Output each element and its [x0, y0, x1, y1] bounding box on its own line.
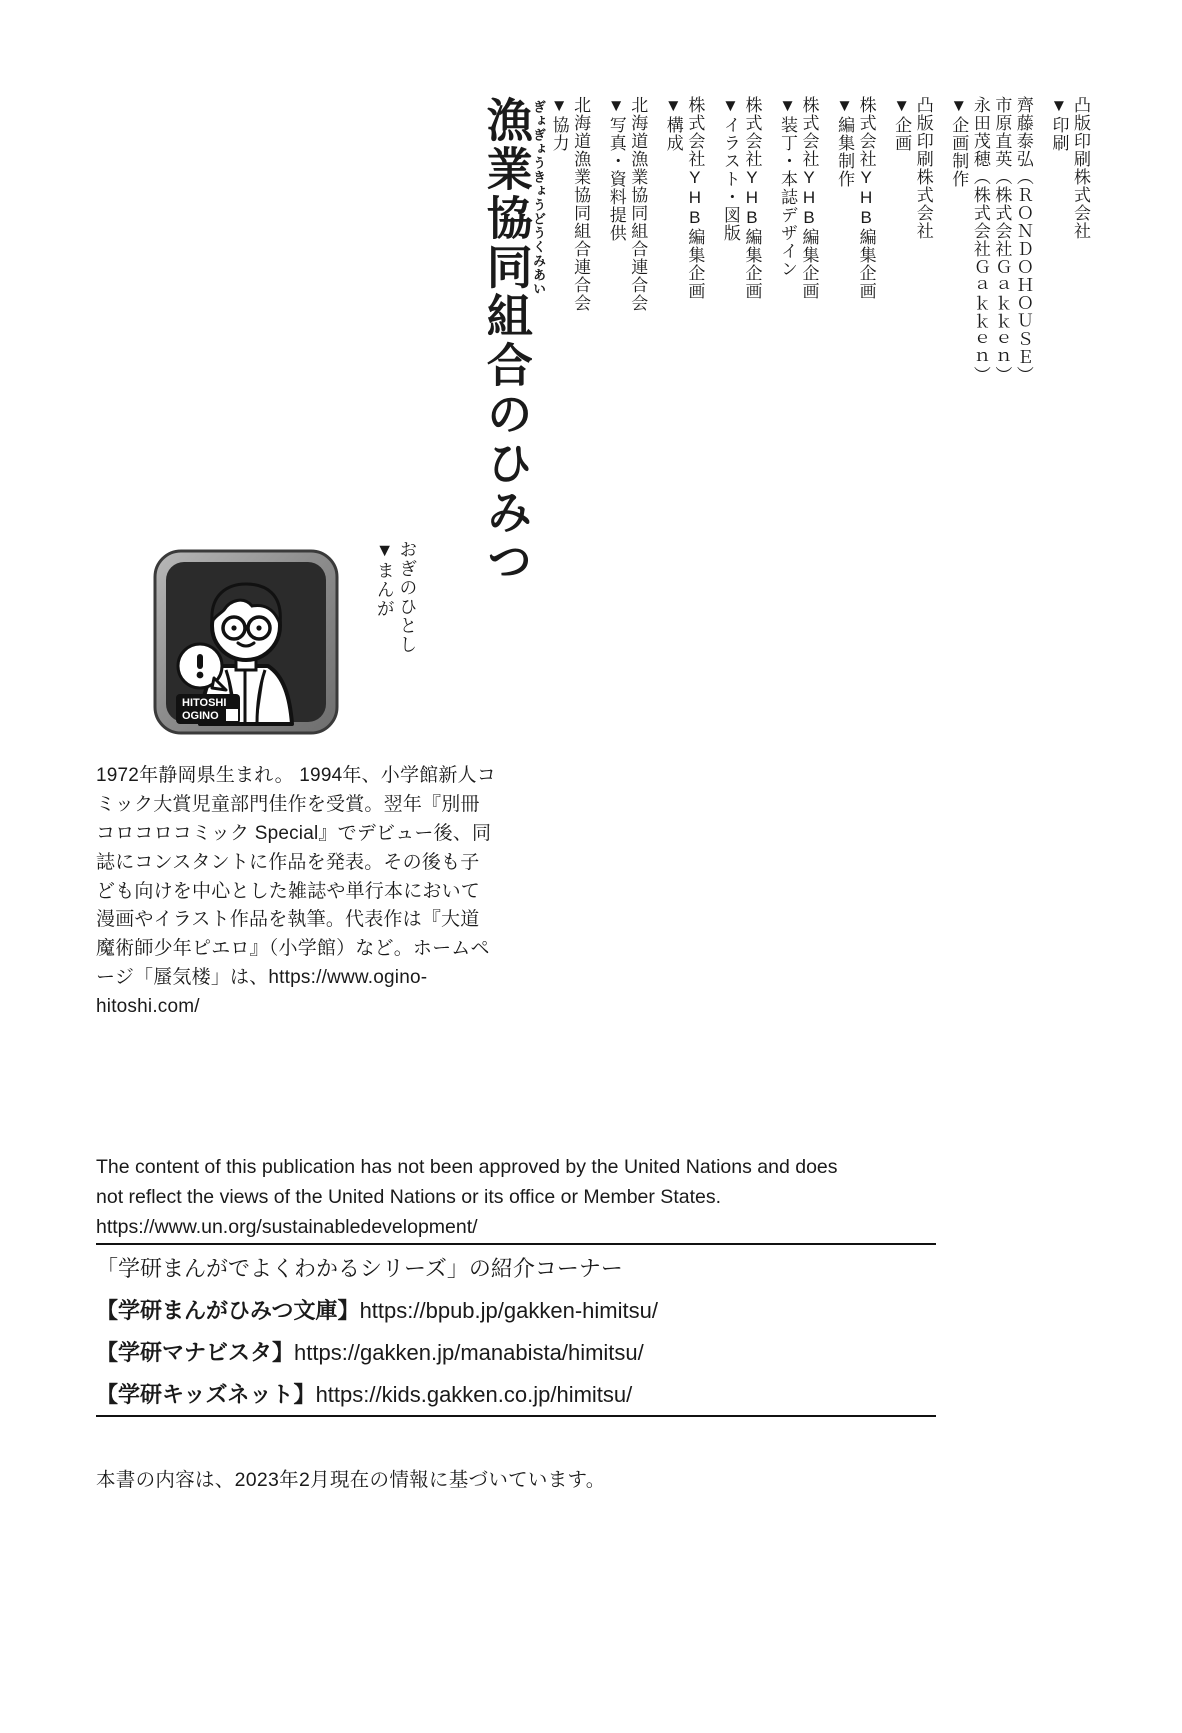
credit-value: 齊藤泰弘（ＲＯＮＤＯＨＯＵＳＥ）	[1013, 96, 1033, 384]
book-title-ruby: ぎょぎょうきょうどうくみあい	[531, 100, 547, 296]
credit-heading: ▼装丁・本誌デザイン	[777, 96, 797, 278]
credit-value: 株式会社YHB編集企画	[685, 96, 705, 300]
credit-value: 凸版印刷株式会社	[1071, 96, 1090, 240]
book-title	[482, 96, 547, 586]
link-url[interactable]: https://bpub.jp/gakken-himitsu/	[359, 1298, 658, 1323]
avatar-name-line2: OGINO	[182, 710, 219, 722]
credit-group-design	[775, 96, 818, 300]
credit-group-composition	[661, 96, 704, 300]
credit-heading: ▼協力	[549, 96, 569, 152]
credit-group-photos	[604, 96, 647, 312]
credit-group-editing	[833, 96, 876, 300]
series-links-section	[96, 1243, 936, 1417]
credit-value: 株式会社YHB編集企画	[742, 96, 762, 300]
link-row-kidsnet[interactable]	[96, 1373, 936, 1415]
artist-bio: 1972年静岡県生まれ。 1994年、小学館新人コミック大賞児童部門佳作を受賞。翌年『別冊コロコロコミック Special』でデビュー後、同誌にコンスタントに作品を発表。その後も子ども向けを中心とした雑誌や単行本において漫画やイラスト作品を執筆。代表作は『大道魔術師少年ピエロ』（小学館）など。ホームページ「蜃気楼」は、https://www.ogino-hitoshi.com/	[96, 765, 496, 1017]
un-disclaimer: The content of this publication has not been approved by the United Nations and does not reflect the views of the United Nations or its office or Member States. https://www.un.org/sustainabledevelopment/	[96, 1156, 838, 1239]
credit-heading: ▼印刷	[1049, 96, 1069, 152]
credit-heading: ▼イラスト・図版	[720, 96, 740, 242]
credit-group-printing	[1047, 96, 1090, 240]
credit-heading: ▼企画	[892, 96, 912, 152]
book-title-main: 漁業協同組合のひみつ	[480, 96, 533, 586]
credit-heading: ▼企画制作	[949, 96, 969, 188]
link-row-himitsu-bunko[interactable]	[96, 1289, 936, 1331]
divider-bottom	[96, 1415, 936, 1417]
credit-group-illustration	[718, 96, 761, 300]
credit-value: 永田茂穂（株式会社Ｇａｋｋｅｎ）	[970, 96, 990, 384]
link-label: 【学研キッズネット】	[96, 1382, 316, 1407]
avatar	[152, 548, 340, 744]
credit-group-planning-production	[947, 96, 1033, 384]
avatar-name-line1: HITOSHI	[182, 697, 227, 709]
link-url[interactable]: https://gakken.jp/manabista/himitsu/	[294, 1340, 644, 1365]
credit-value: 株式会社YHB編集企画	[856, 96, 876, 300]
credit-heading: ▼編集制作	[835, 96, 855, 188]
credit-heading: ▼写真・資料提供	[606, 96, 626, 242]
manga-artist-name: おぎのひとし	[397, 540, 418, 654]
credit-value: 凸版印刷株式会社	[913, 96, 933, 240]
credit-value: 市原直英（株式会社Ｇａｋｋｅｎ）	[992, 96, 1012, 384]
credit-value: 北海道漁業協同組合連合会	[628, 96, 648, 312]
credit-value: 株式会社YHB編集企画	[799, 96, 819, 300]
colophon-block	[454, 96, 1090, 616]
credit-group-planning	[890, 96, 933, 240]
series-links-heading: 「学研まんがでよくわかるシリーズ」の紹介コーナー	[96, 1256, 623, 1281]
link-label: 【学研まんがひみつ文庫】	[96, 1298, 360, 1323]
manga-credit-heading: ▼まんが	[374, 540, 395, 618]
credit-value: 北海道漁業協同組合連合会	[571, 96, 591, 312]
publication-date-note: 本書の内容は、2023年2月現在の情報に基づいています。	[96, 1469, 606, 1491]
link-url[interactable]: https://kids.gakken.co.jp/himitsu/	[315, 1382, 633, 1407]
credit-group-cooperation	[547, 96, 590, 312]
credit-heading: ▼構成	[663, 96, 683, 152]
manga-credit-block	[372, 540, 417, 654]
link-row-manabista[interactable]	[96, 1331, 936, 1373]
link-label: 【学研マナビスタ】	[96, 1340, 295, 1365]
